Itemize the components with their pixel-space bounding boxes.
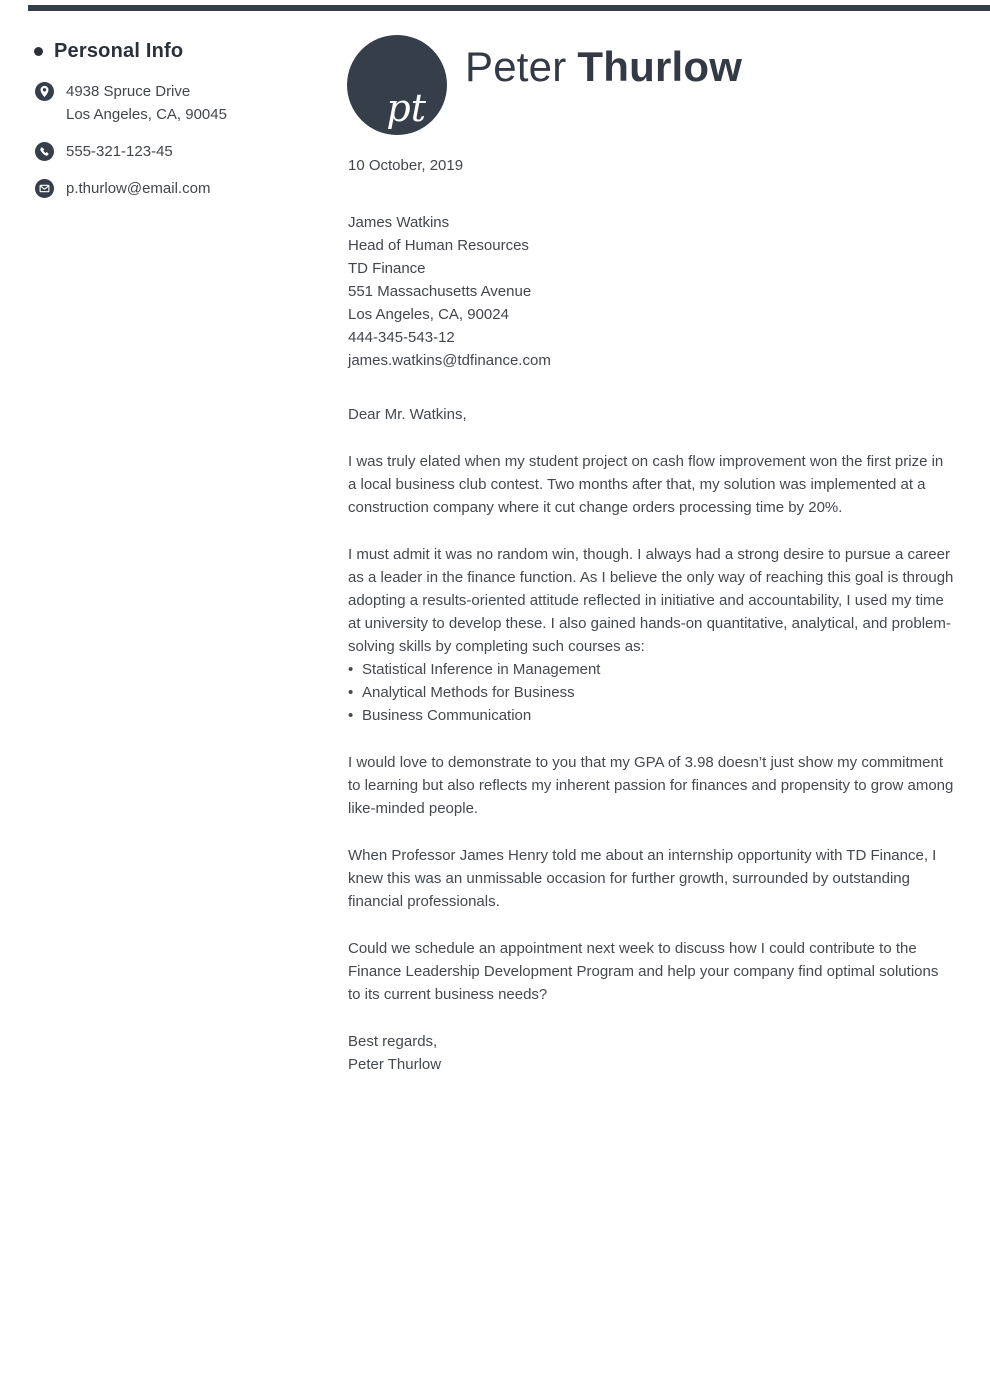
bullet-marker: •	[348, 661, 354, 678]
personal-info-heading	[28, 40, 323, 63]
paragraph-skills: I must admit it was no random win, though. I always had a strong desire to pursue a career as a leader in the finance function. As I believe the only way of reaching this goal is through adopting a results-oriented attitude reflected in initiative and accountability, I used my time at university to develop these. I also gained hands-on quantitative, analytical, and problem-solving skills by completing such courses as:	[348, 546, 954, 655]
contact-item-address	[28, 80, 323, 126]
salutation: Dear Mr. Watkins,	[348, 406, 467, 423]
letter-main	[348, 35, 954, 1076]
paragraph-appointment: Could we schedule an appointment next week to discuss how I could contribute to the Finance Leadership Development Program and help your company find optimal solutions to its current business needs?	[348, 940, 939, 1003]
contact-address	[66, 80, 227, 126]
phone-icon	[35, 142, 54, 161]
contact-address-line-1: 4938 Spruce Drive	[66, 83, 191, 100]
course-item-label: Business Communication	[362, 707, 532, 724]
recipient-company: TD Finance	[348, 260, 426, 277]
course-item-label: Analytical Methods for Business	[362, 684, 575, 701]
closing-line: Best regards,	[348, 1033, 438, 1050]
contact-email: p.thurlow@email.com	[66, 180, 211, 197]
personal-info-heading-label: Personal Info	[54, 40, 184, 62]
recipient-name: James Watkins	[348, 214, 450, 231]
course-item-label: Statistical Inference in Management	[362, 661, 601, 678]
bullet-marker: •	[348, 707, 354, 724]
letter-date: 10 October, 2019	[348, 157, 464, 174]
course-list	[348, 658, 954, 727]
recipient-email: james.watkins@tdfinance.com	[348, 352, 551, 369]
recipient-street: 551 Massachusetts Avenue	[348, 283, 532, 300]
signature-name: Peter Thurlow	[348, 1056, 442, 1073]
applicant-last-name: Thurlow	[577, 43, 743, 90]
paragraph-intro: I was truly elated when my student project on cash flow improvement won the first prize in a local business club contest. Two months after that, my solution was implemented at a construction company where it cut change orders processing time by 20%.	[348, 453, 944, 516]
course-item	[348, 681, 954, 704]
heading-bullet-dot	[34, 47, 43, 56]
paragraph-internship: When Professor James Henry told me about an internship opportunity with TD Finance, I knew this was an unmissable occasion for further growth, surrounded by outstanding financial professionals.	[348, 847, 937, 910]
applicant-first-name: Peter	[465, 43, 567, 90]
contact-address-line-2: Los Angeles, CA, 90045	[66, 106, 227, 123]
avatar-initials: pt	[386, 86, 426, 130]
closing-block	[348, 1030, 954, 1076]
applicant-name	[465, 43, 742, 91]
contact-item-phone	[28, 140, 323, 163]
letter-header	[348, 35, 954, 135]
letter-body	[348, 450, 954, 1006]
recipient-city: Los Angeles, CA, 90024	[348, 306, 509, 323]
recipient-title: Head of Human Resources	[348, 237, 529, 254]
course-item	[348, 704, 954, 727]
recipient-block	[348, 211, 954, 372]
bullet-marker: •	[348, 684, 354, 701]
course-item	[348, 658, 954, 681]
contact-phone: 555-321-123-45	[66, 143, 173, 160]
paragraph-gpa: I would love to demonstrate to you that my GPA of 3.98 doesn’t just show my commitment to learning but also reflects my inherent passion for finances and propensity to grow among like-minded people.	[348, 754, 954, 817]
location-pin-icon	[35, 82, 54, 101]
recipient-phone: 444-345-543-12	[348, 329, 455, 346]
sidebar	[28, 40, 323, 200]
top-accent-bar	[28, 5, 990, 11]
email-icon	[35, 179, 54, 198]
avatar	[347, 35, 447, 135]
contact-item-email	[28, 177, 323, 200]
